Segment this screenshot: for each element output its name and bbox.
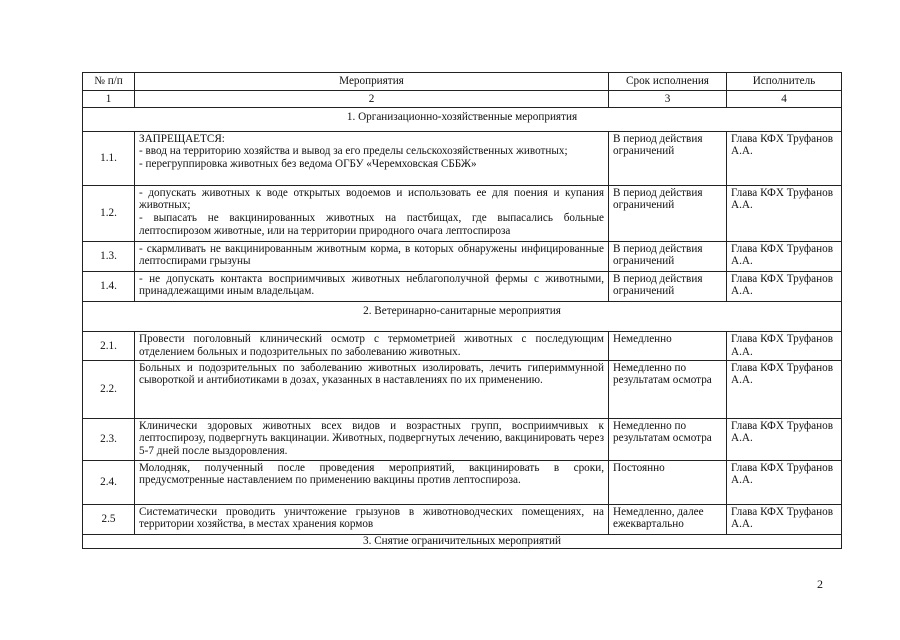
table-row — [83, 241, 842, 271]
section-title: 2. Ветеринарно-санитарные мероприятия — [83, 301, 842, 332]
row-measure — [135, 271, 609, 301]
measure-line: - ввод на территорию хозяйства и вывод за его пределы сельскохозяйственных животных; — [139, 145, 568, 158]
measure-line: - перегруппировка животных без ведома ОГБУ «Черемховская СББЖ» — [139, 157, 477, 170]
measure-line: Систематически проводить уничтожение грызунов в животноводческих помещениях, на территории хозяйства, в местах хранения кормов — [139, 505, 604, 531]
row-term: Немедленно по результатам осмотра — [609, 418, 727, 460]
table-row — [83, 131, 842, 185]
row-term: В период действия ограничений — [609, 131, 727, 185]
measure-line: ЗАПРЕЩАЕТСЯ: — [139, 132, 225, 145]
section-title: 1. Организационно-хозяйственные мероприятия — [83, 108, 842, 132]
table-row — [83, 185, 842, 241]
measures-table — [82, 72, 842, 549]
row-number: 2.5 — [83, 504, 135, 534]
measure-line: Клинически здоровых животных всех видов и возрастных групп, восприимчивых к лептоспирозу, подвергнуть вакцинации. Животных, подвергнутых лечению, вакцинировать через 5-7 дней после выздоровления. — [139, 419, 604, 457]
row-measure — [135, 504, 609, 534]
section-row — [83, 534, 842, 549]
row-term: Немедленно по результатам осмотра — [609, 360, 727, 418]
row-number: 1.1. — [83, 131, 135, 185]
row-executor: Глава КФХ Труфанов А.А. — [727, 360, 842, 418]
column-number-row — [83, 90, 842, 108]
row-executor: Глава КФХ Труфанов А.А. — [727, 241, 842, 271]
measure-line: - не допускать контакта восприимчивых животных неблагополучной фермы с животными, принадлежащими иным владельцам. — [139, 272, 604, 298]
row-term: Немедленно, далее ежеквартально — [609, 504, 727, 534]
section-row — [83, 301, 842, 332]
header-measures: Мероприятия — [135, 73, 609, 91]
row-executor: Глава КФХ Труфанов А.А. — [727, 504, 842, 534]
row-executor: Глава КФХ Труфанов А.А. — [727, 185, 842, 241]
row-number: 1.3. — [83, 241, 135, 271]
row-measure — [135, 460, 609, 504]
measure-line: Молодняк, полученный после проведения мероприятий, вакцинировать в сроки, предусмотренные наставлением по применению вакцины против лептоспироза. — [139, 461, 604, 487]
header-num: № п/п — [83, 73, 135, 91]
row-number: 2.2. — [83, 360, 135, 418]
row-number: 2.1. — [83, 332, 135, 360]
row-term: В период действия ограничений — [609, 271, 727, 301]
column-number: 2 — [135, 90, 609, 108]
table-row — [83, 418, 842, 460]
row-measure — [135, 131, 609, 185]
column-number: 1 — [83, 90, 135, 108]
table-row — [83, 504, 842, 534]
table-row — [83, 332, 842, 360]
row-executor: Глава КФХ Труфанов А.А. — [727, 131, 842, 185]
row-executor: Глава КФХ Труфанов А.А. — [727, 418, 842, 460]
header-row — [83, 73, 842, 91]
row-term: Немедленно — [609, 332, 727, 360]
row-measure — [135, 241, 609, 271]
page-number: 2 — [817, 577, 823, 591]
measure-line: Провести поголовный клинический осмотр с термометрией животных с последующим отделением больных и подозрительных по заболеванию животных. — [139, 333, 604, 358]
header-executor: Исполнитель — [727, 73, 842, 91]
section-title: 3. Снятие ограничительных мероприятий — [83, 534, 842, 549]
column-number: 3 — [609, 90, 727, 108]
row-term: Постоянно — [609, 460, 727, 504]
row-measure — [135, 360, 609, 418]
table-row — [83, 360, 842, 418]
measure-line: - допускать животных к воде открытых водоемов и использовать ее для поения и купания животных; — [139, 186, 604, 212]
row-executor: Глава КФХ Труфанов А.А. — [727, 271, 842, 301]
measure-line: - выпасать не вакцинированных животных на пастбищах, где выпасались больные лептоспирозом животные, или на территории природного очага лептоспироза — [139, 211, 604, 237]
table-row — [83, 460, 842, 504]
column-number: 4 — [727, 90, 842, 108]
row-measure — [135, 185, 609, 241]
row-number: 2.3. — [83, 418, 135, 460]
measure-line: Больных и подозрительных по заболеванию животных изолировать, лечить гипериммунной сывороткой и антибиотиками в дозах, указанных в наставлениях по их применению. — [139, 361, 604, 387]
row-number: 1.4. — [83, 271, 135, 301]
row-term: В период действия ограничений — [609, 241, 727, 271]
row-number: 1.2. — [83, 185, 135, 241]
table-row — [83, 271, 842, 301]
measure-line: - скармливать не вакцинированным животным корма, в которых обнаружены инфицированные лептоспирами грызуны — [139, 242, 604, 268]
row-term: В период действия ограничений — [609, 185, 727, 241]
row-executor: Глава КФХ Труфанов А.А. — [727, 332, 842, 360]
row-number: 2.4. — [83, 460, 135, 504]
row-measure — [135, 418, 609, 460]
measures-document — [82, 72, 841, 549]
header-term: Срок исполнения — [609, 73, 727, 91]
section-row — [83, 108, 842, 132]
row-executor: Глава КФХ Труфанов А.А. — [727, 460, 842, 504]
row-measure — [135, 332, 609, 360]
